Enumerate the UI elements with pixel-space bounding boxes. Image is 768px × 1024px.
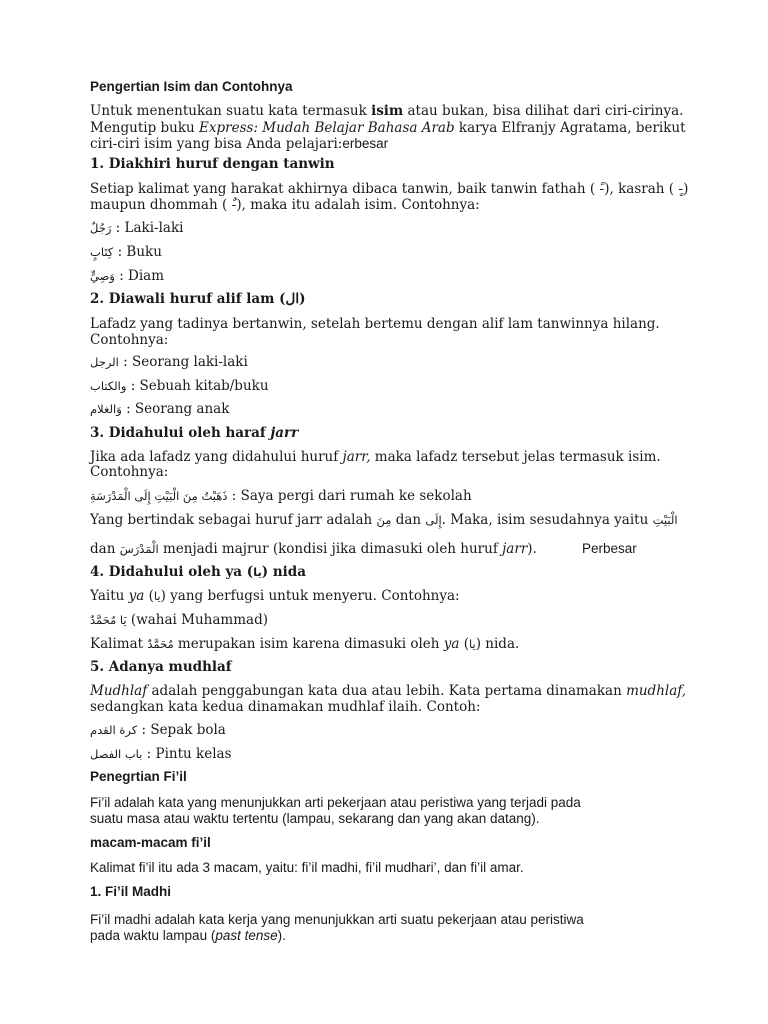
section-5-example-1: كرة القدم : Sepak bola	[90, 722, 226, 738]
macam-line-1: Kalimat fi’il itu ada 3 macam, yaitu: fi’il madhi, fi’il mudhari’, dan fi’il amar.	[90, 860, 524, 875]
macam-heading: macam-macam fi’il	[90, 835, 211, 850]
section-2-line-2: Contohnya:	[90, 332, 169, 348]
intro-line-2: Mengutip buku Express: Mudah Belajar Bahasa Arab karya Elfranjy Agratama, berikut	[90, 120, 686, 136]
section-3-line-1: Jika ada lafadz yang didahului huruf jarr, maka lafadz tersebut jelas termasuk isim.	[90, 449, 661, 465]
section-4-heading: 4. Didahului oleh ya (يا) nida	[90, 564, 306, 580]
section-4-line-2: Kalimat مُحَمَّدٌ merupakan isim karena dimasuki oleh ya (يا) nida.	[90, 636, 520, 652]
section-2-example-3: وَالغلام : Seorang anak	[90, 401, 230, 417]
section-5-heading: 5. Adanya mudhlaf	[90, 659, 232, 675]
section-3-example: ذَهَبْتُ مِنَ الْبَيْتِ إِلَى الْمَدْرَسَةِ : Saya pergi dari rumah ke sekolah	[90, 488, 472, 504]
section-5-line-2: sedangkan kata kedua dinamakan mudhlaf ilaih. Contoh:	[90, 699, 481, 715]
section-5-line-1: Mudhlaf adalah penggabungan kata dua atau lebih. Kata pertama dinamakan mudhlaf,	[90, 683, 687, 699]
perbesar-link[interactable]: Perbesar	[582, 541, 637, 556]
section-2-line-1: Lafadz yang tadinya bertanwin, setelah bertemu dengan alif lam tanwinnya hilang.	[90, 316, 660, 332]
section-5-example-2: باب الفصل : Pintu kelas	[90, 746, 232, 762]
section-1-line-1: Setiap kalimat yang harakat akhirnya dibaca tanwin, baik tanwin fathah ( -ً), kasrah ( -ٍ)	[90, 181, 689, 197]
section-1-example-2: كِتَابٍ : Buku	[90, 244, 162, 260]
section-3-line-2: Contohnya:	[90, 464, 169, 480]
madhi-heading: 1. Fi’il Madhi	[90, 884, 172, 899]
section-1-line-2: maupun dhommah ( -ٌ), maka itu adalah isim. Contohnya:	[90, 197, 480, 213]
section-2-heading: 2. Diawali huruf alif lam (ال)	[90, 291, 306, 307]
section-1-example-1: رَجُلٌ : Laki-laki	[90, 220, 184, 236]
section-2-example-2: والكتاب : Sebuah kitab/buku	[90, 378, 269, 394]
section-3-explanation-2: dan الْمَدْرَسَ menjadi majrur (kondisi jika dimasuki oleh huruf jarr).	[90, 541, 537, 557]
fiil-line-2: suatu masa atau waktu tertentu (lampau, sekarang dan yang akan datang).	[90, 811, 540, 826]
section-4-example: يَا مُحَمَّدٌ (wahai Muhammad)	[90, 612, 268, 628]
madhi-line-1: Fi’il madhi adalah kata kerja yang menunjukkan arti suatu pekerjaan atau peristiwa	[90, 912, 584, 927]
section-3-heading: 3. Didahului oleh haraf jarr	[90, 425, 299, 441]
section-3-explanation-1: Yang bertindak sebagai huruf jarr adalah مِنَ dan إِلَى. Maka, isim sesudahnya yaitu الْبَيْتِ	[90, 512, 678, 528]
madhi-line-2: pada waktu lampau (past tense).	[90, 928, 286, 943]
intro-line-1: Untuk menentukan suatu kata termasuk isim atau bukan, bisa dilihat dari ciri-cirinya.	[90, 103, 684, 119]
fiil-line-1: Fi’il adalah kata yang menunjukkan arti pekerjaan atau peristiwa yang terjadi pada	[90, 795, 581, 810]
fiil-heading: Penegrtian Fi’il	[90, 769, 187, 784]
section-4-line-1: Yaitu ya (يا) yang berfugsi untuk menyeru. Contohnya:	[90, 588, 460, 604]
page-title: Pengertian Isim dan Contohnya	[90, 79, 293, 94]
intro-line-3: ciri-ciri isim yang bisa Anda pelajari:erbesar	[90, 136, 389, 152]
section-1-heading: 1. Diakhiri huruf dengan tanwin	[90, 156, 335, 172]
section-2-example-1: الرجل : Seorang laki-laki	[90, 354, 248, 370]
section-1-example-3: وَصِيٍّ : Diam	[90, 268, 165, 284]
